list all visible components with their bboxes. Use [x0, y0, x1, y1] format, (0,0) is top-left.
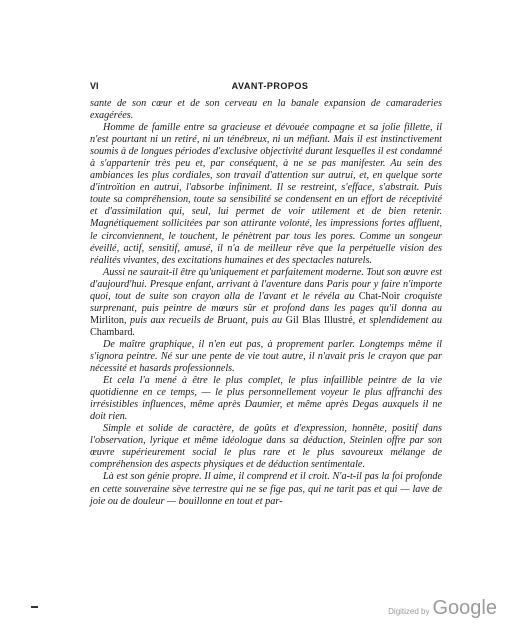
paragraph [90, 471, 442, 507]
text-run: . [132, 326, 135, 338]
google-logo: Google [432, 597, 497, 619]
paragraph [90, 423, 442, 471]
page-number: VI [90, 81, 99, 91]
venue-name: Chat-Noir [358, 290, 401, 302]
body-text [90, 98, 442, 508]
text-run: Aussi ne saurait-il être qu'uniquement et parfaitement moderne. Tout son œuvre est d'aujourd'hui. Presque enfant, arrivant à l'aventure dans Paris pour y faire n'importe quoi, tout de suite son crayon alla de l'avant et le révéla au [90, 266, 442, 302]
running-header [90, 81, 450, 95]
paragraph [90, 339, 442, 375]
text-run: croquiste surprenant, puis peintre de mœurs sûr et profond dans les pages qu'il donna au [90, 290, 442, 314]
paragraph [90, 122, 442, 267]
text-run: Là est son génie propre. Il aime, il comprend et il croit. N'a-t-il pas la foi profonde en cette souveraine sève terrestre qui ne se fige pas, qui ne tarit pas et qui — lave de joie ou de douleur — bouillonne en tout et par- [90, 471, 442, 507]
text-run: Homme de famille entre sa gracieuse et dévouée compagne et sa jolie fillette, il n'est pourtant ni un retiré, ni un ténébreux, ni un méfiant. Mais il est instinctivement soumis à de longues périodes d'exclusive objectivité durant lesquelles il est condamné à s'appartenir très peu et, par conséquent, à ne se pas manifester. Au sein des ambiances les plus cordiales, son travail d'attention sur autrui, et, en quelque sorte d'introïtion en autrui, l'absorbe infiniment. Il se restreint, s'efface, s'abstrait. Puis toute sa compréhension, toute sa sensibilité se condensent en un effort de réceptivité et d'assimilation qui, seul, lui permet de voir utilement et de bien retenir. Magnétiquement sollicitées par son attirante volonté, les impressions fortes affluent, le circonviennent, le touchent, le pénètrent par tous les pores. Comme un songeur éveillé, actif, sensitif, amusé, il n'a de meilleur rêve que la perpétuelle vision des réalités vivantes, des excitations humaines et des spectacles naturels. [90, 122, 442, 266]
text-run: , et splendidement au [352, 314, 442, 326]
venue-name: Chambard [90, 326, 133, 338]
digitized-watermark [388, 597, 497, 620]
venue-name: Gil Blas Illustré [285, 314, 353, 326]
margin-mark [31, 606, 38, 608]
running-title: AVANT-PROPOS [231, 81, 309, 91]
text-run: Et cela l'a mené à être le plus complet, le plus infaillible peintre de la vie quotidienne en ce temps, — le plus personnellement voyeur le plus affranchi des irrésistibles influences, même après Daumier, et même après Degas auxquels il ne doit rien. [90, 375, 442, 423]
text-run: sante de son cœur et de son cerveau en la banale expansion de camaraderies exagérées. [90, 98, 442, 122]
text-run: Simple et solide de caractère, de goûts et d'expression, honnête, positif dans l'observation, lyrique et même idéologue dans sa déduction, Steinlen offre par son œuvre supérieurement social le plus rare et le plus savoureux mélange de compréhension des aspects physiques et de déduction sentimentale. [90, 423, 442, 471]
text-run: De maître graphique, il n'en eut pas, à proprement parler. Longtemps même il s'ignora peintre. Né sur une pente de vie tout autre, il n'avait pris le crayon que par nécessité et hasards professionnels. [90, 338, 442, 375]
text-run: , puis aux recueils de Bruant, puis au [123, 314, 286, 326]
venue-name: Mirliton [90, 314, 124, 326]
paragraph-continuation [90, 98, 442, 122]
paragraph [90, 267, 442, 339]
watermark-prefix: Digitized by [388, 607, 430, 616]
paragraph [90, 375, 442, 423]
